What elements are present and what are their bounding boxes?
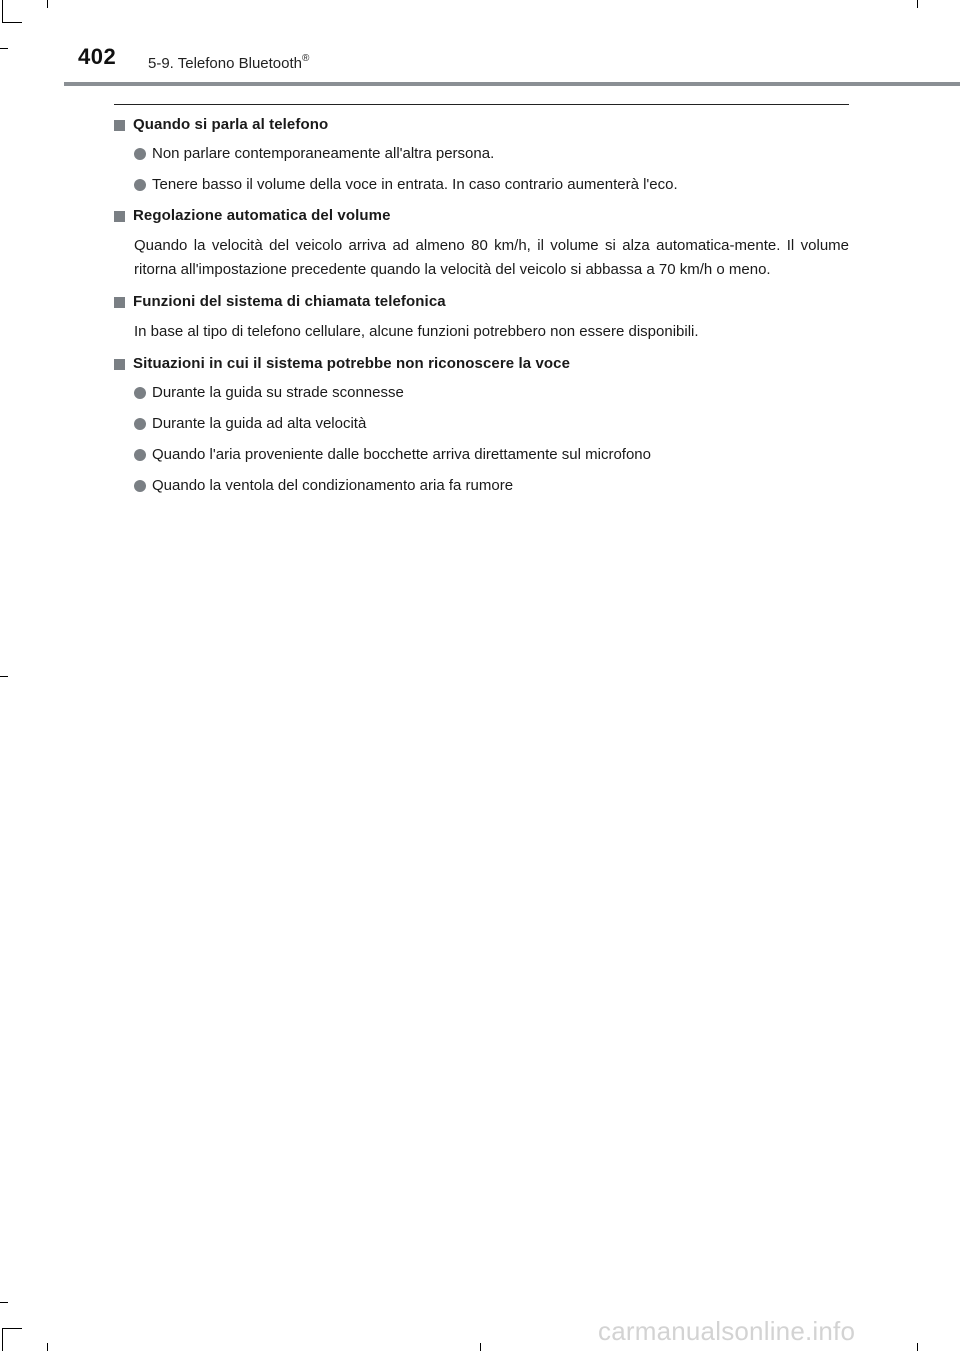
crop-mark	[917, 0, 918, 8]
crop-mark	[0, 676, 8, 677]
section-heading	[114, 205, 849, 227]
watermark: carmanualsonline.info	[598, 1316, 856, 1346]
round-bullet-icon	[134, 418, 146, 430]
crop-mark	[2, 1328, 22, 1329]
section-heading	[114, 114, 849, 136]
section-title-text: 5-9. Telefono Bluetooth	[148, 55, 303, 72]
crop-mark	[917, 1343, 918, 1351]
crop-mark	[47, 1343, 48, 1351]
list-item	[114, 382, 849, 404]
section-title	[148, 53, 309, 72]
crop-mark	[2, 0, 3, 22]
section-heading	[114, 291, 849, 313]
round-bullet-icon	[134, 449, 146, 461]
section-paragraph: Quando la velocità del veicolo arriva ad almeno 80 km/h, il volume si alza automatica-mente. Il volume ritorna all'impostazione precedente quando la velocità del veicolo si abbassa a 70 km/h o meno.	[134, 237, 849, 278]
crop-mark	[480, 1343, 481, 1351]
section-voice-recognition	[114, 353, 849, 497]
square-bullet-icon	[114, 211, 125, 222]
square-bullet-icon	[114, 297, 125, 308]
list-item-text: Quando la ventola del condizionamento aria fa rumore	[152, 477, 514, 494]
heading-text: Quando si parla al telefono	[133, 116, 329, 133]
square-bullet-icon	[114, 120, 125, 131]
square-bullet-icon	[114, 359, 125, 370]
page-content	[114, 114, 849, 506]
round-bullet-icon	[134, 387, 146, 399]
content-rule	[114, 104, 849, 105]
crop-mark	[0, 1302, 8, 1303]
crop-mark	[2, 1328, 3, 1351]
list-item	[114, 475, 849, 497]
round-bullet-icon	[134, 148, 146, 160]
list-item	[114, 174, 849, 196]
list-item-text: Quando l'aria proveniente dalle bocchette arriva direttamente sul microfono	[152, 446, 651, 463]
heading-text: Funzioni del sistema di chiamata telefonica	[133, 293, 446, 310]
list-item	[114, 143, 849, 165]
header-rule	[64, 82, 960, 86]
heading-text: Situazioni in cui il sistema potrebbe non riconoscere la voce	[133, 355, 571, 372]
list-item	[114, 444, 849, 466]
registered-mark: ®	[302, 53, 310, 64]
list-item-text: Non parlare contemporaneamente all'altra persona.	[152, 145, 495, 162]
section-call-functions	[114, 291, 849, 344]
list-item-text: Durante la guida su strade sconnesse	[152, 384, 404, 401]
crop-mark	[0, 48, 8, 49]
section-heading	[114, 353, 849, 375]
section-talking-on-phone	[114, 114, 849, 196]
page-number: 402	[78, 44, 117, 69]
section-paragraph: In base al tipo di telefono cellulare, alcune funzioni potrebbero non essere disponibili.	[134, 323, 699, 340]
crop-mark	[47, 0, 48, 8]
list-item-text: Tenere basso il volume della voce in entrata. In caso contrario aumenterà l'eco.	[152, 176, 678, 193]
list-item	[114, 413, 849, 435]
list-item-text: Durante la guida ad alta velocità	[152, 415, 367, 432]
crop-mark	[2, 22, 22, 23]
heading-text: Regolazione automatica del volume	[133, 207, 391, 224]
section-auto-volume	[114, 205, 849, 282]
round-bullet-icon	[134, 179, 146, 191]
round-bullet-icon	[134, 480, 146, 492]
